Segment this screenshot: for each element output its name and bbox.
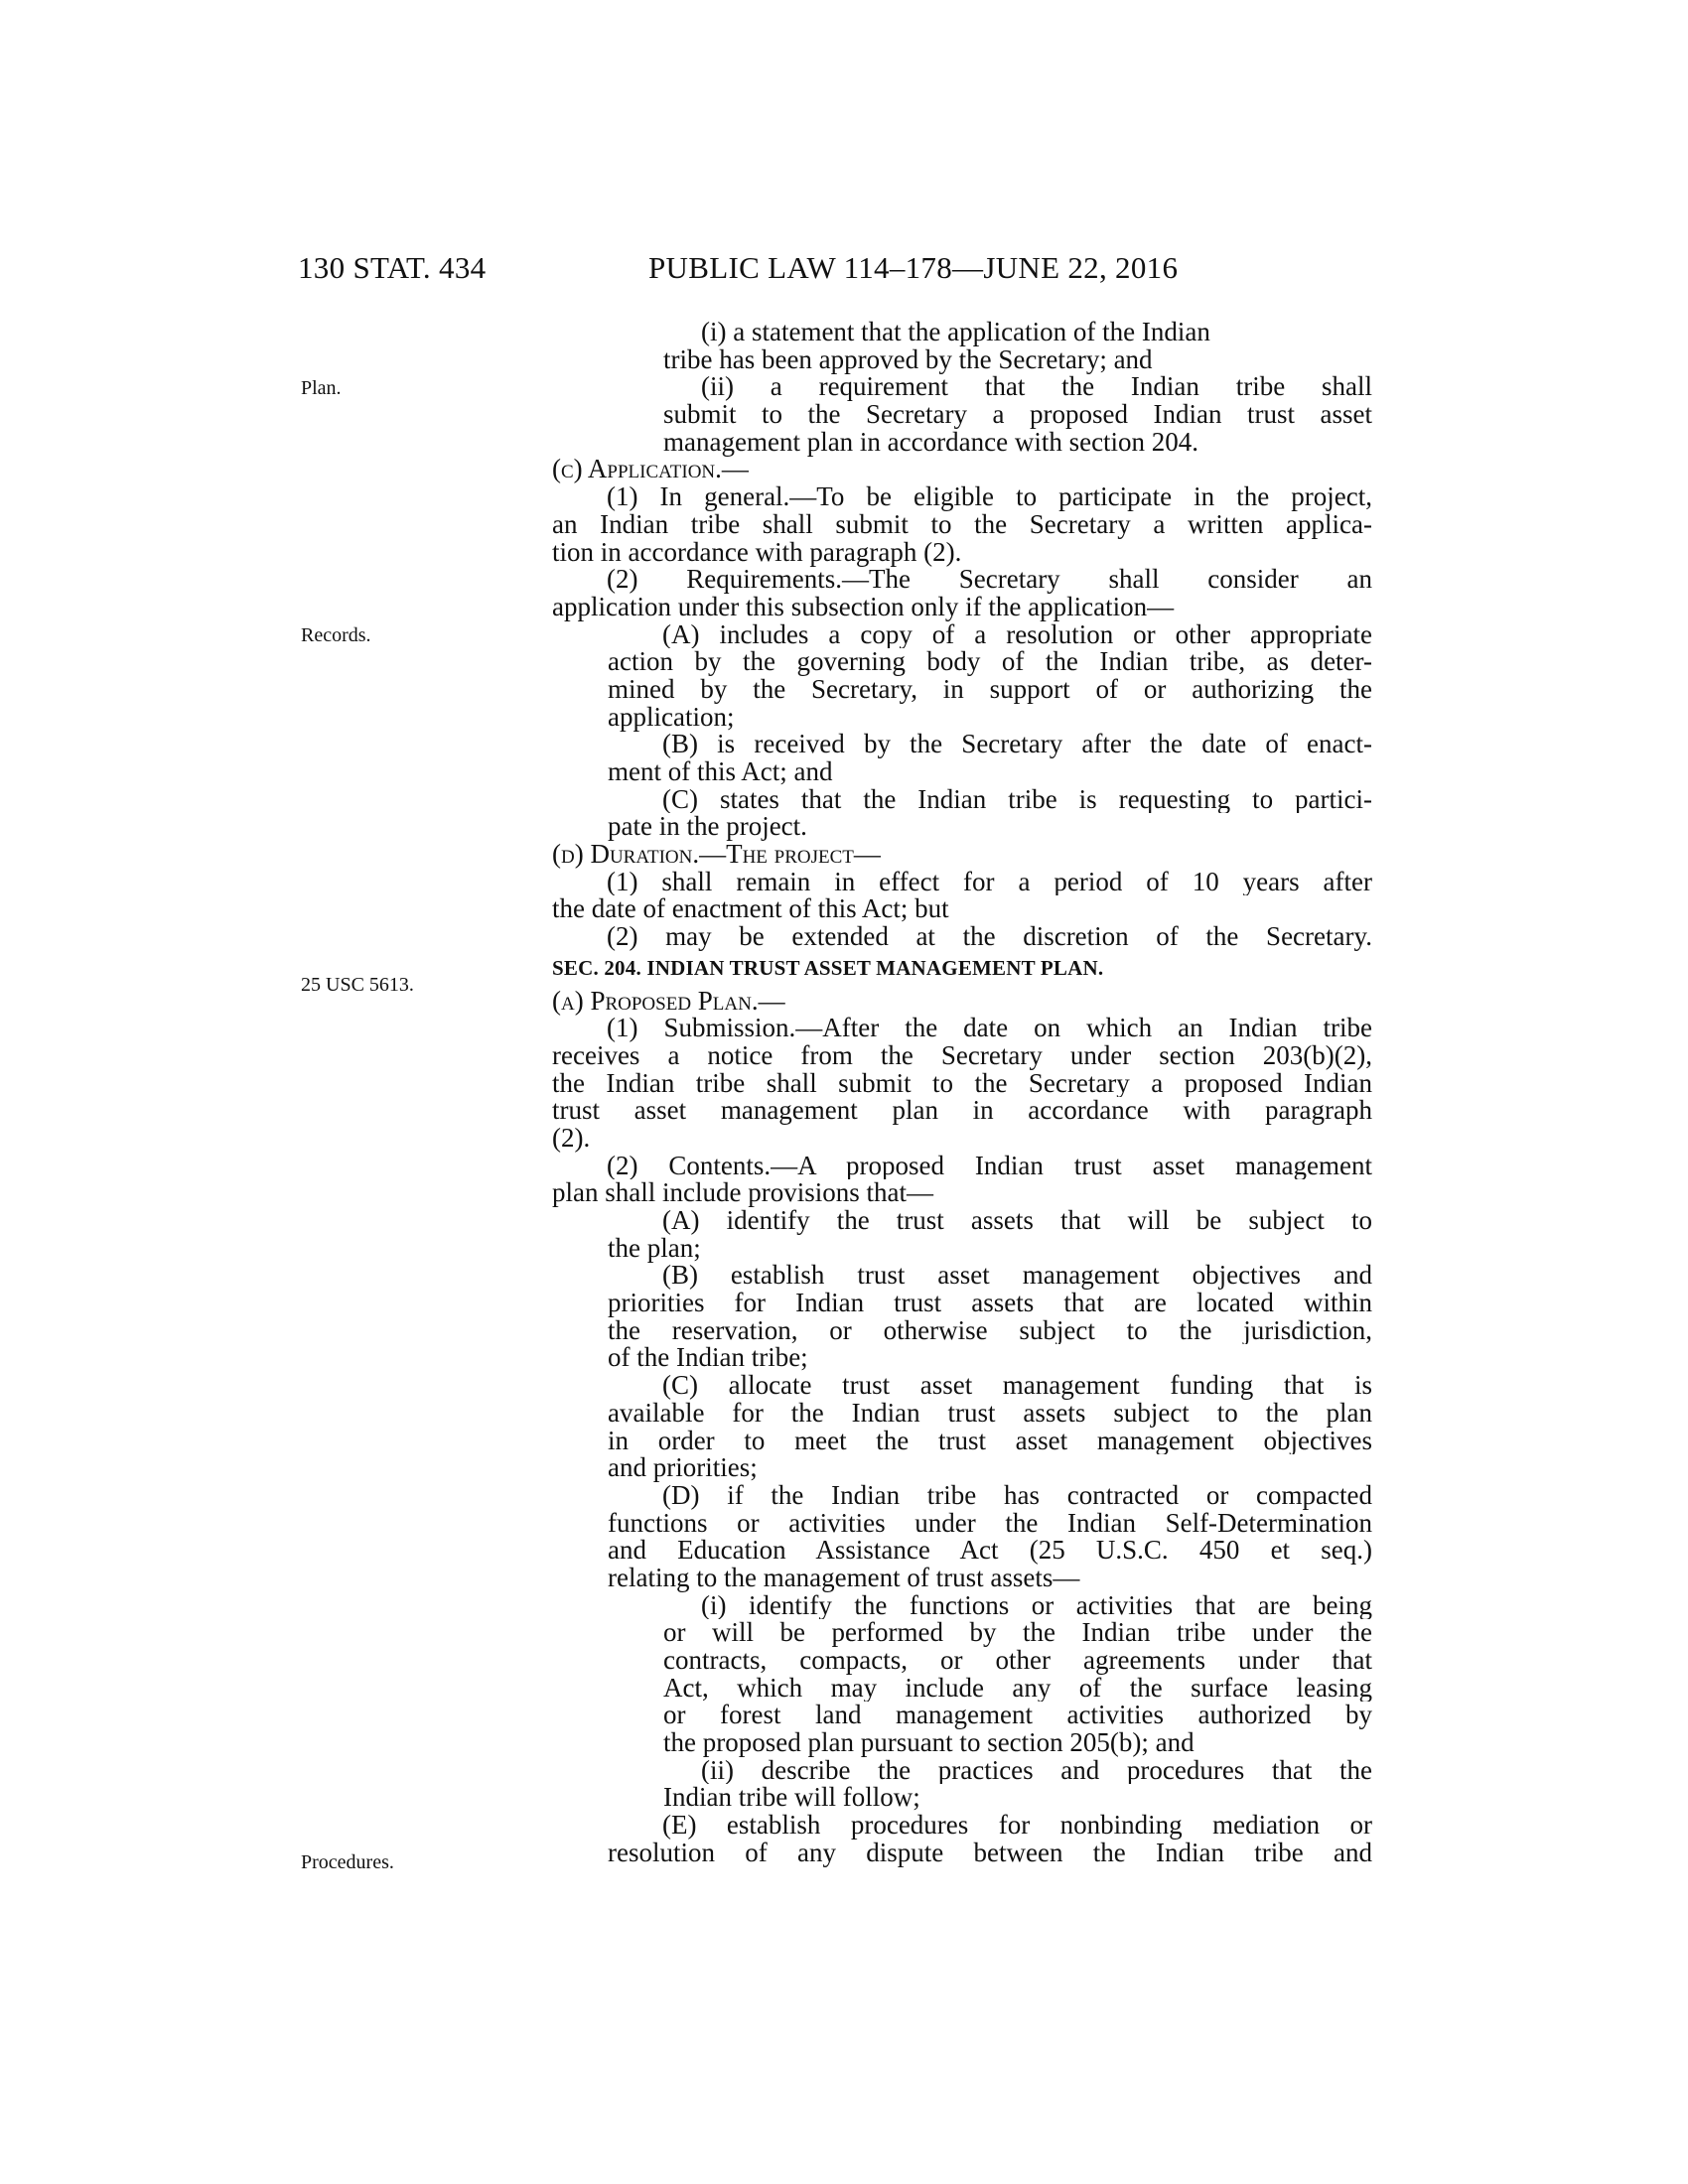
text-line: (E) establish procedures for nonbinding mediation or (662, 1812, 1372, 1840)
text-line: and priorities; (608, 1452, 758, 1483)
text-line: available for the Indian trust assets subject to the plan (608, 1399, 1372, 1428)
text-line: application under this subsection only if the application— (552, 591, 1175, 621)
text-line: or will be performed by the Indian tribe under the (663, 1619, 1372, 1647)
text-line: pate in the project. (608, 811, 807, 842)
text-line: the Indian tribe shall submit to the Secretary a proposed Indian (552, 1069, 1372, 1098)
page-stat-number: 130 STAT. 434 (298, 250, 487, 285)
text-line: submit to the Secretary a proposed Indian trust asset (663, 401, 1372, 429)
text-line: (2) Requirements.—The Secretary shall consider an (607, 566, 1372, 594)
text-line: an Indian tribe shall submit to the Secretary a written applica- (552, 510, 1372, 539)
text-line: (2) Contents.—A proposed Indian trust asset management (607, 1152, 1372, 1180)
text-line: (ii) a requirement that the Indian tribe shall (701, 373, 1372, 402)
text-line: ment of this Act; and (608, 756, 833, 786)
text-line: management plan in accordance with section 204. (663, 426, 1199, 457)
text-line: Indian tribe will follow; (663, 1782, 920, 1813)
text-line: (2). (552, 1122, 591, 1153)
subsection-heading: (d) Duration.—The project— (552, 839, 881, 870)
text-line: relating to the management of trust assets— (608, 1562, 1080, 1592)
text-line: and Education Assistance Act (25 U.S.C. 450 et seq.) (608, 1537, 1372, 1565)
text-line: mined by the Secretary, in support of or authorizing the (608, 675, 1372, 704)
text-line: trust asset management plan in accordance with paragraph (552, 1097, 1372, 1125)
text-line: the proposed plan pursuant to section 205(b); and (663, 1727, 1195, 1758)
text-line: (1) shall remain in effect for a period of 10 years after (607, 868, 1372, 896)
text-line: (B) is received by the Secretary after the date of enact- (662, 731, 1372, 758)
text-line: tribe has been approved by the Secretary; and (663, 343, 1153, 374)
text-line: (1) Submission.—After the date on which an Indian tribe (607, 1015, 1372, 1042)
text-line: or forest land management activities authorized by (663, 1702, 1372, 1730)
text-line: (A) includes a copy of a resolution or other appropriate (662, 620, 1372, 649)
text-line: in order to meet the trust asset management objectives (608, 1427, 1372, 1455)
text-line: (i) identify the functions or activities that are being (701, 1591, 1372, 1620)
text-line: (i) a statement that the application of the Indian (701, 317, 1210, 346)
margin-note-records: Records. (301, 624, 371, 646)
text-line: (C) allocate trust asset management funding that is (662, 1372, 1372, 1400)
text-line: of the Indian tribe; (608, 1342, 808, 1373)
statute-text (552, 319, 1372, 1867)
text-line: application; (608, 701, 735, 732)
text-line: priorities for Indian trust assets that are located within (608, 1290, 1372, 1317)
text-line: (A) identify the trust assets that will be subject to (662, 1207, 1372, 1235)
text-line: the date of enactment of this Act; but (552, 893, 949, 924)
text-line: (C) states that the Indian tribe is requesting to partici- (662, 785, 1372, 814)
text-line: functions or activities under the Indian Self-Determination (608, 1509, 1372, 1538)
margin-note-plan: Plan. (301, 377, 342, 399)
text-line: contracts, compacts, or other agreements under that (663, 1647, 1372, 1675)
text-line: (D) if the Indian tribe has contracted or compacted (662, 1481, 1372, 1510)
text-line: Act, which may include any of the surface leasing (663, 1674, 1372, 1703)
text-line: (B) establish trust asset management objectives and (662, 1262, 1372, 1291)
text-line: action by the governing body of the Indian tribe, as deter- (608, 648, 1372, 676)
margin-note-usc: 25 USC 5613. (301, 974, 414, 996)
text-line: tion in accordance with paragraph (2). (552, 536, 962, 567)
text-line: (1) In general.—To be eligible to participate in the project, (607, 483, 1372, 511)
text-line: (2) may be extended at the discretion of the Secretary. (607, 923, 1372, 951)
text-line: resolution of any dispute between the Indian tribe and (608, 1839, 1372, 1867)
text-line: the plan; (608, 1232, 701, 1263)
margin-note-procedures: Procedures. (301, 1851, 394, 1873)
text-line: (ii) describe the practices and procedures that the (701, 1756, 1372, 1785)
subsection-heading: (a) Proposed Plan.— (552, 985, 785, 1016)
section-heading: SEC. 204. INDIAN TRUST ASSET MANAGEMENT PLAN. (552, 955, 1104, 980)
subsection-heading: (c) Application.— (552, 454, 749, 484)
running-header: PUBLIC LAW 114–178—JUNE 22, 2016 (648, 250, 1179, 285)
text-line: the reservation, or otherwise subject to the jurisdiction, (608, 1316, 1372, 1345)
text-line: plan shall include provisions that— (552, 1177, 933, 1208)
text-line: receives a notice from the Secretary under section 203(b)(2), (552, 1041, 1372, 1070)
